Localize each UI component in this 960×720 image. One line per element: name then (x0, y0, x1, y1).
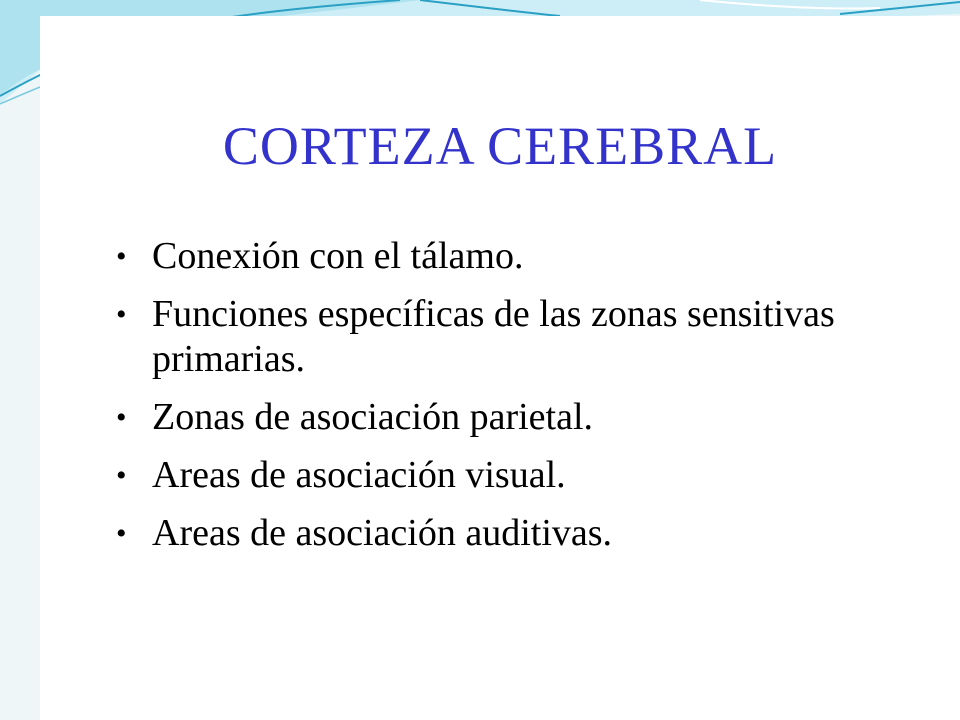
bullet-marker: • (116, 298, 127, 331)
bullet-marker: • (116, 401, 127, 434)
bullet-text: Areas de asociación visual. (152, 454, 566, 496)
bullet-marker: • (116, 517, 127, 550)
bullet-item (112, 511, 932, 556)
bullet-item (112, 292, 932, 382)
bullet-list (112, 234, 932, 569)
bullet-item (112, 395, 932, 440)
slide-title: CORTEZA CEREBRAL (222, 116, 778, 176)
bullet-text: Funciones específicas de las zonas sensitivas primarias. (152, 293, 835, 380)
bullet-text: Zonas de asociación parietal. (152, 396, 594, 438)
bullet-item (112, 234, 932, 279)
bullet-text: Areas de asociación auditivas. (152, 512, 613, 554)
bullet-marker: • (116, 459, 127, 492)
bullet-item (112, 453, 932, 498)
slide-panel (40, 16, 960, 720)
bullet-text: Conexión con el tálamo. (152, 235, 524, 277)
bullet-marker: • (116, 240, 127, 273)
